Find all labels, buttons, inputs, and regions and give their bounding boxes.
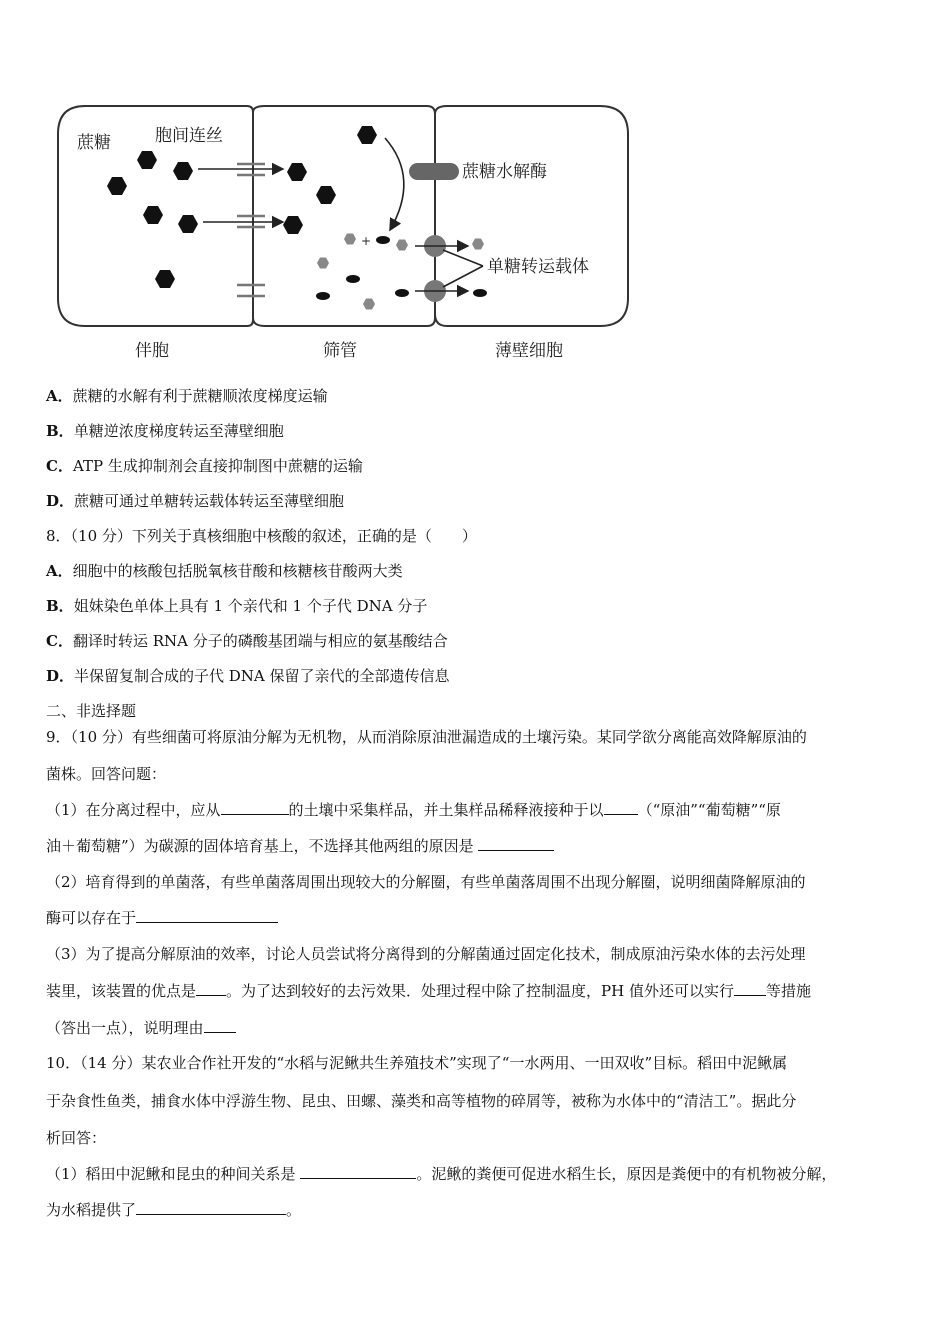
q10-part1-line1: （1）稻田中泥鳅和昆虫的种间关系是 。泥鳅的粪便可促进水稻生长，原因是粪便中的有机物被分解， <box>46 1165 837 1183</box>
answer-blank[interactable] <box>136 1200 286 1215</box>
q8-option-b: B．姐妹染色单体上具有 1 个亲代和 1 个子代 DNA 分子 <box>46 597 428 615</box>
label-sieve-tube: 筛管 <box>323 341 357 361</box>
sucrose-molecules-sieve-tube <box>283 126 377 234</box>
invertase-enzyme <box>409 163 459 180</box>
plasmodesmata-channels <box>237 164 265 296</box>
q7-option-c: C．ATP 生成抑制剂会直接抑制图中蔗糖的运输 <box>46 457 363 475</box>
answer-blank[interactable] <box>300 1164 416 1179</box>
answer-blank[interactable] <box>734 981 766 996</box>
label-parenchyma-cell: 薄壁细胞 <box>495 341 563 361</box>
hydrolysis-arrow <box>385 138 404 230</box>
plasmodesmata-arrows <box>198 169 283 222</box>
q9-part3-line3: （答出一点），说明理由 <box>46 1017 236 1039</box>
carrier-arrows <box>415 246 483 291</box>
answer-blank[interactable] <box>478 836 554 851</box>
q9-part3-line2: 装里，该装置的优点是 。为了达到较好的去污效果．处理过程中除了控制温度，PH 值外还可以实行 等措施 <box>46 982 811 1000</box>
parenchyma-cell-outline <box>435 106 628 326</box>
q9-stem-line2: 菌株。回答问题： <box>46 765 167 783</box>
q10-part1-line2: 为水稻提供了 。 <box>46 1201 302 1219</box>
q10-stem-line2: 于杂食性鱼类，捕食水体中浮游生物、昆虫、田螺、藻类和高等植物的碎屑等，被称为水体中的“清洁工”。据此分 <box>46 1092 797 1110</box>
q8-option-d: D．半保留复制合成的子代 DNA 保留了亲代的全部遗传信息 <box>46 667 450 685</box>
label-invertase: 蔗糖水解酶 <box>462 162 547 182</box>
q9-part1-line2: 油＋葡萄糖”）为碳源的固体培育基上，不选择其他两组的原因是 <box>46 835 554 857</box>
q9-part3-line1: （3）为了提高分解原油的效率，讨论人员尝试将分离得到的分解菌通过固定化技术，制成原油污染水体的去污处理 <box>46 945 806 963</box>
q7-option-a: A．蔗糖的水解有利于蔗糖顺浓度梯度运输 <box>46 387 328 405</box>
label-sucrose: 蔗糖 <box>77 133 111 153</box>
q10-stem-line3: 析回答： <box>46 1129 107 1147</box>
label-monosaccharide-carrier: 单糖转运载体 <box>487 257 589 277</box>
plus-sign: + <box>361 234 372 248</box>
q9-part1-line1: （1）在分离过程中，应从 的土壤中采集样品，并土集样品稀释液接种于以 （“原油”“葡萄糖”“原 <box>46 801 781 819</box>
label-companion-cell: 伴胞 <box>135 341 169 361</box>
q10-stem-line1: 10．（14 分）某农业合作社开发的“水稻与泥鳅共生养殖技术”实现了“一水两用、一田双收”目标。稻田中泥鳅属 <box>46 1054 788 1072</box>
answer-blank[interactable] <box>221 800 289 815</box>
answer-blank[interactable] <box>204 1018 236 1033</box>
answer-blank[interactable] <box>196 981 226 996</box>
answer-blank[interactable] <box>604 800 638 815</box>
answer-blank[interactable] <box>136 908 278 923</box>
q7-option-d: D．蔗糖可通过单糖转运载体转运至薄壁细胞 <box>46 492 345 510</box>
sugar-transport-diagram <box>55 98 635 370</box>
sucrose-molecules-companion-cell <box>107 151 198 288</box>
q8-stem: 8．（10 分）下列关于真核细胞中核酸的叙述，正确的是（ ） <box>46 527 477 545</box>
section-heading: 二、非选择题 <box>46 702 137 720</box>
q9-part2-line1: （2）培育得到的单菌落，有些单菌落周围出现较大的分解圈，有些单菌落周围不出现分解圈，说明细菌降解原油的 <box>46 873 806 891</box>
q8-option-c: C．翻译时转运 RNA 分子的磷酸基团端与相应的氨基酸结合 <box>46 632 448 650</box>
q7-option-b: B．单糖逆浓度梯度转运至薄壁细胞 <box>46 422 284 440</box>
label-plasmodesmata: 胞间连丝 <box>155 126 223 146</box>
q8-option-a: A．细胞中的核酸包括脱氧核苷酸和核糖核苷酸两大类 <box>46 562 403 580</box>
q9-stem-line1: 9．（10 分）有些细菌可将原油分解为无机物，从而消除原油泄漏造成的土壤污染。某同学欲分离能高效降解原油的 <box>46 728 807 746</box>
q9-part2-line2: 酶可以存在于 <box>46 907 278 929</box>
